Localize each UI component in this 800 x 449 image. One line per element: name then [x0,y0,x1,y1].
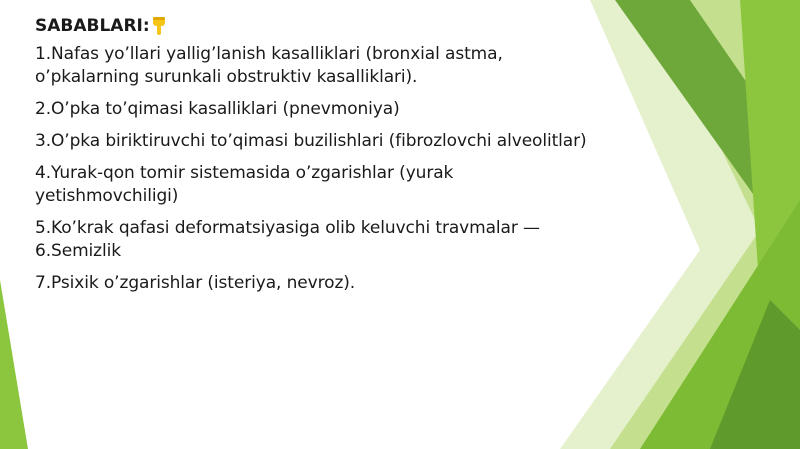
slide-heading [35,13,595,39]
cause-item-6: 6.Semizlik [35,241,121,261]
cause-item-5: 5.Ko’krak qafasi deformatsiyasiga olib keluvchi travmalar — [35,218,540,238]
left-corner-sliver [0,280,28,449]
cause-item-4: 4.Yurak-qon tomir sistemasida o’zgarishlar (yurak yetishmovchiligi) [35,163,454,206]
cause-item-2: 2.O’pka to’qimasi kasalliklari (pnevmoniya) [35,99,400,119]
heading-text: SABABLARI: [35,16,150,36]
cause-item-1: 1.Nafas yo’llari yallig’lanish kasalliklari (bronxial astma, o’pkalarning surunkali obstruktiv kasalliklari). [35,44,503,87]
cause-item-3: 3.O’pka biriktiruvchi to’qimasi buzilishlari (fibrozlovchi alveolitlar) [35,131,587,151]
slide-content [35,13,595,304]
pointing-down-hand-icon [152,16,166,36]
cause-item-7: 7.Psixik o’zgarishlar (isteriya, nevroz). [35,273,356,293]
